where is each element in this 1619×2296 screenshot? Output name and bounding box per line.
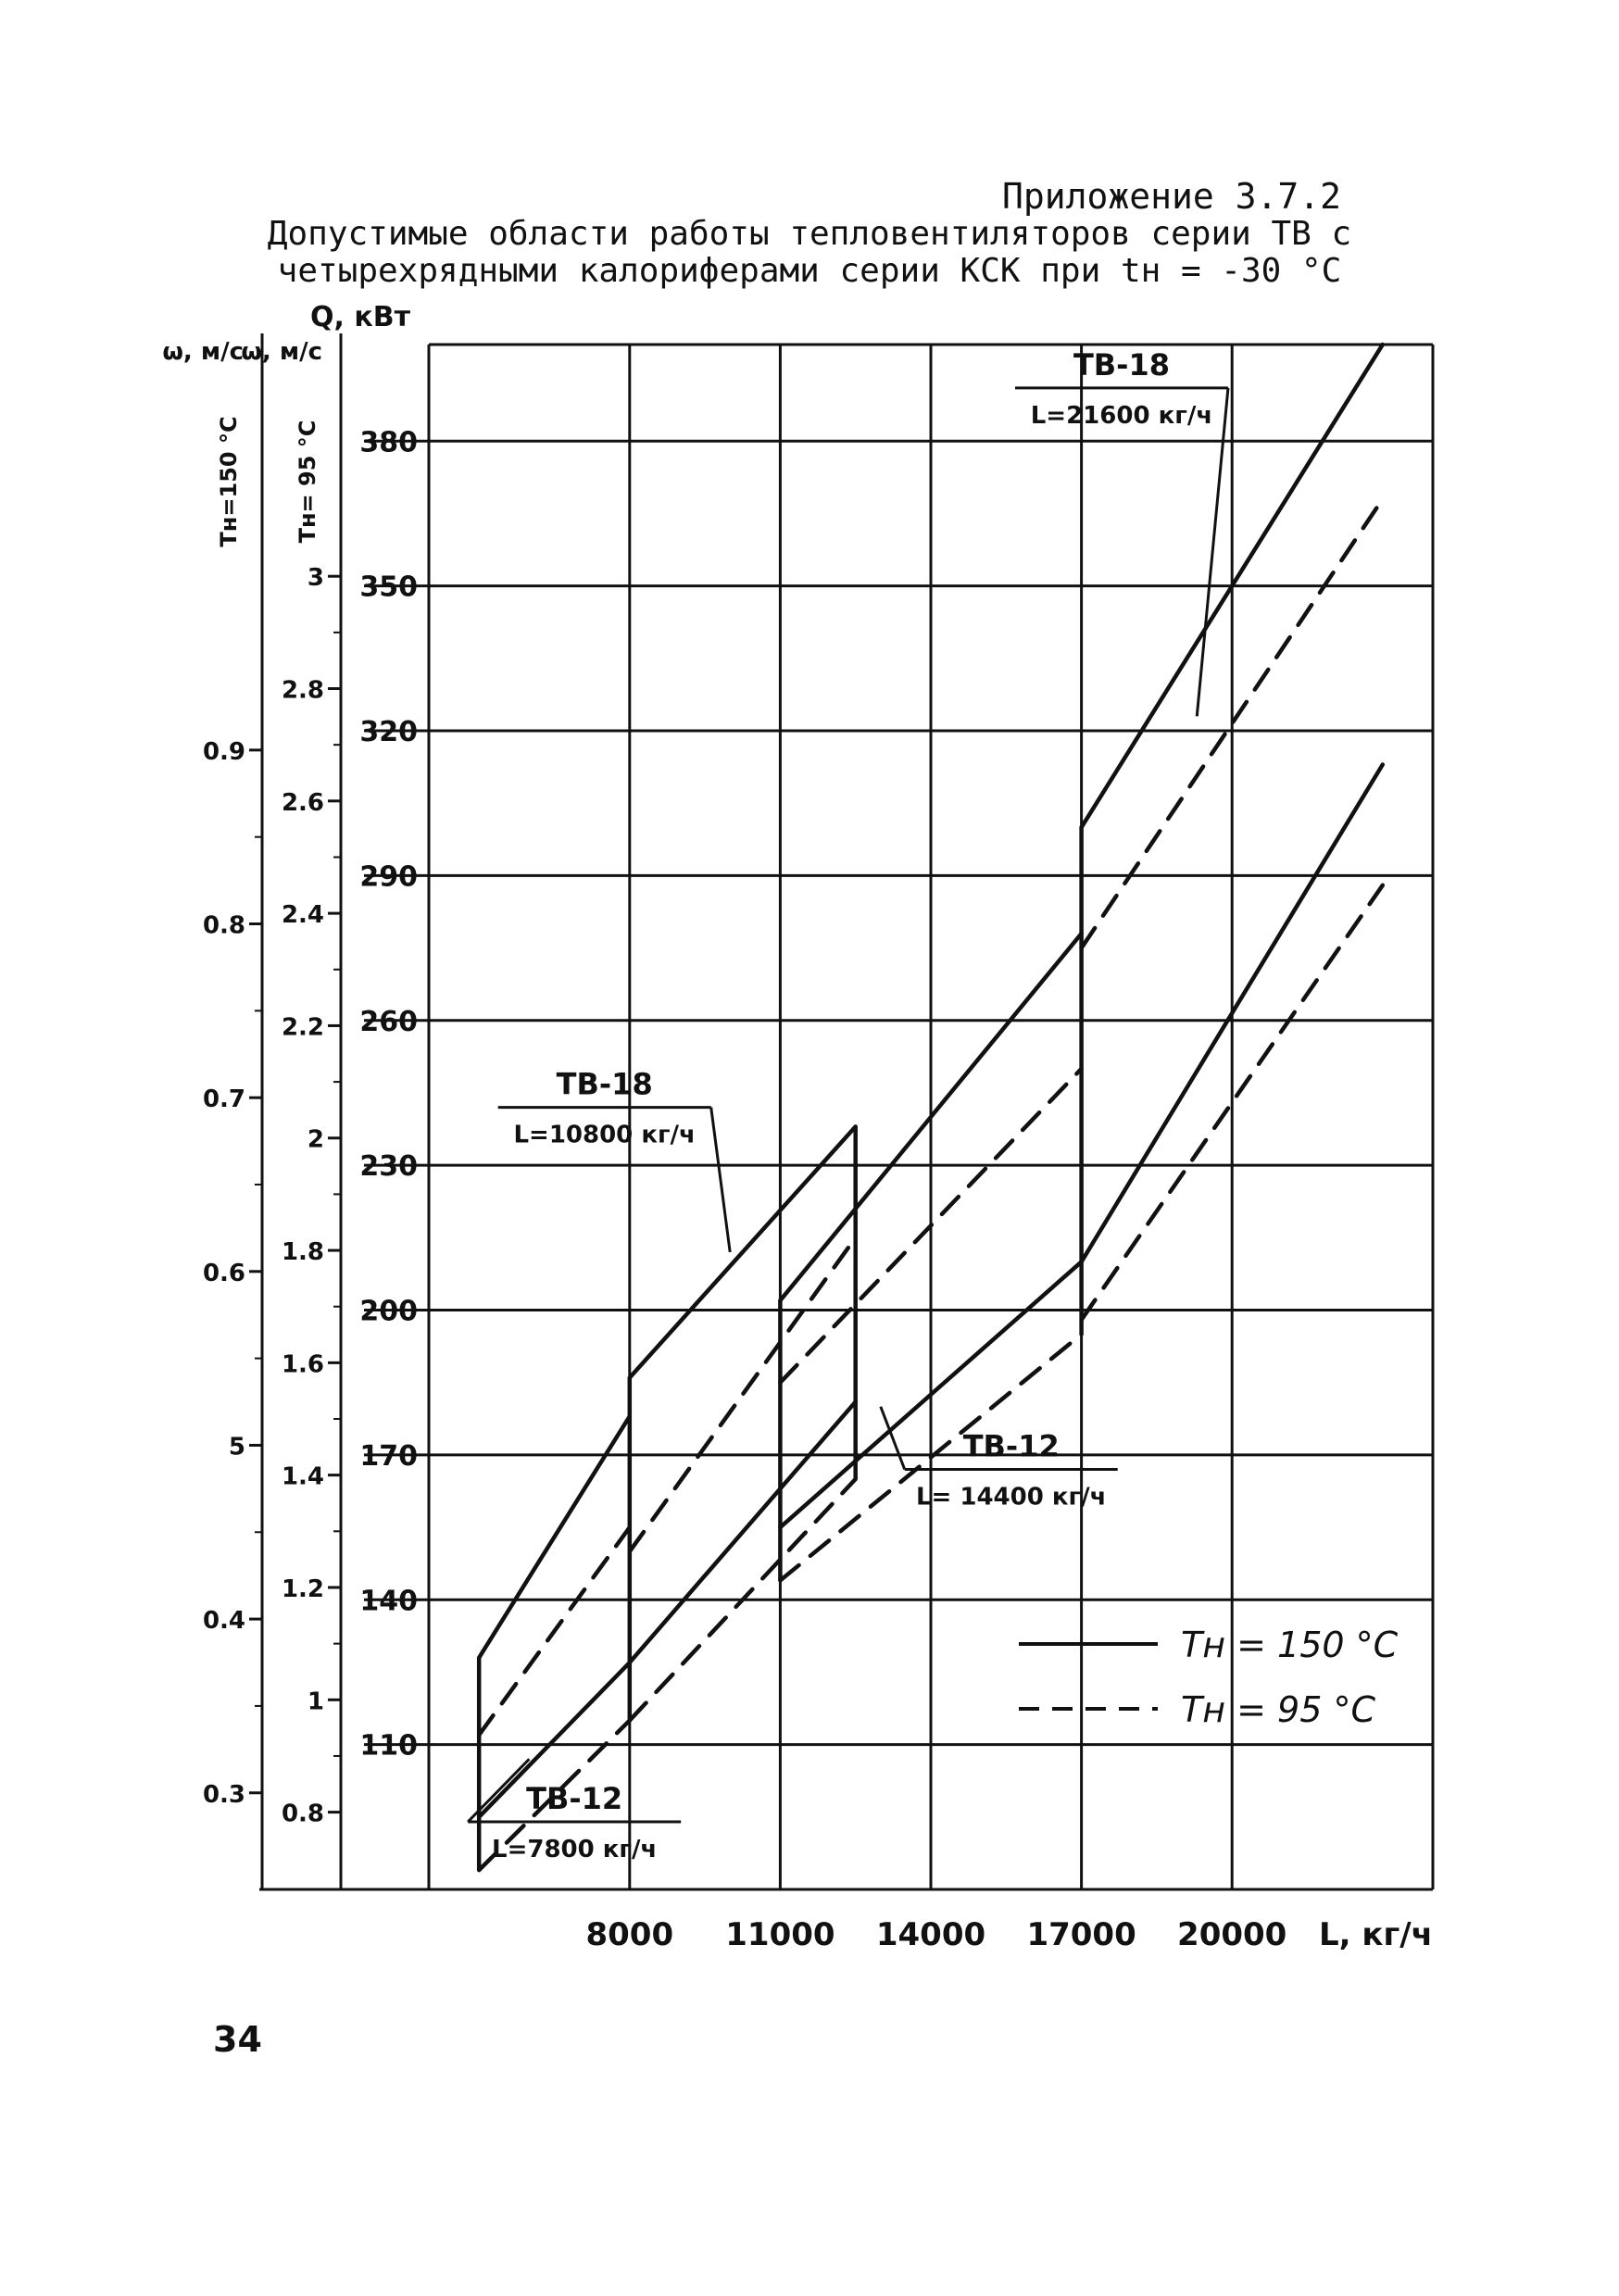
x-tick-label: 17000	[1026, 1916, 1136, 1953]
y-tick-label: 170	[359, 1439, 418, 1473]
y-tick-label: 140	[359, 1585, 418, 1618]
series-line-tn95	[630, 1237, 856, 1551]
velocity-95-tick-label: 1.4	[281, 1462, 324, 1491]
x-tick-label: 14000	[875, 1916, 986, 1953]
velocity-95-axis-condition: Tн= 95 °C	[295, 420, 320, 544]
velocity-95-tick-label: 2	[307, 1125, 324, 1154]
annotation-model: ТВ-12	[526, 1781, 623, 1817]
annotation-model: ТВ-18	[1073, 346, 1170, 383]
y-tick-label: 260	[359, 1005, 418, 1038]
velocity-95-tick-label: 2.6	[281, 788, 324, 817]
velocity-95-tick-label: 2.2	[281, 1013, 324, 1042]
y-tick-label: 290	[359, 860, 418, 894]
annotation-flow: L= 14400 кг/ч	[915, 1483, 1107, 1512]
page-number: 34	[213, 2019, 262, 2060]
chart-title-line-1: Допустимые области работы тепловентиляторов серии ТВ с	[267, 215, 1352, 253]
velocity-95-tick-label: 0.8	[281, 1800, 324, 1828]
y-tick-label: 350	[359, 571, 418, 604]
y-tick-label: 380	[359, 426, 418, 459]
velocity-150-axis-condition: Tн=150 °C	[216, 416, 242, 547]
y-tick-label: 320	[359, 716, 418, 748]
y-tick-label: 200	[359, 1295, 418, 1328]
x-tick-label: 20000	[1177, 1916, 1287, 1953]
velocity-95-tick-label: 1.2	[281, 1575, 324, 1603]
chart-title-line-2: четырехрядными калориферами серии КСК при tн = -30 °С	[277, 252, 1342, 290]
y-tick-label: 110	[359, 1729, 418, 1763]
annotation-flow: L=10800 кг/ч	[513, 1121, 696, 1149]
series-line-tn95	[479, 1527, 630, 1735]
series-line-tn150	[630, 1402, 856, 1662]
legend-label: Tн = 150 °C	[1181, 1625, 1399, 1665]
velocity-150-tick-label: 0.9	[202, 737, 245, 766]
annotation-leader	[1197, 388, 1228, 716]
velocity-95-axis-title: ω, м/с	[241, 338, 322, 366]
annotation-model: ТВ-12	[962, 1428, 1060, 1464]
legend	[1019, 1625, 1399, 1730]
velocity-150-tick-label: 5	[228, 1433, 245, 1462]
velocity-150-tick-label: 0.3	[202, 1780, 245, 1809]
series-line-tn150	[479, 1416, 630, 1658]
velocity-150-tick-label: 0.8	[202, 911, 245, 940]
velocity-95-tick-label: 2.8	[281, 676, 324, 705]
y-axis-title: Q, кВт	[310, 301, 410, 333]
annotations	[468, 347, 1228, 1863]
annotation-model: ТВ-18	[556, 1066, 653, 1102]
appendix-label: Приложение 3.7.2	[1001, 176, 1341, 217]
velocity-150-tick-label: 0.4	[202, 1607, 245, 1636]
velocity-95-tick-label: 3	[307, 564, 324, 593]
velocity-150-axis-title: ω, м/с	[162, 338, 244, 366]
annotation-flow: L=21600 кг/ч	[1030, 401, 1213, 430]
x-tick-label: 8000	[585, 1916, 674, 1953]
legend-label: Tн = 95 °C	[1181, 1689, 1376, 1730]
velocity-95-tick-label: 1	[307, 1687, 324, 1716]
velocity-95-tick-label: 1.8	[281, 1238, 324, 1267]
annotation-flow: L=7800 кг/ч	[492, 1836, 658, 1864]
velocity-150-tick-label: 0.7	[202, 1085, 245, 1114]
y-tick-label: 230	[359, 1150, 418, 1184]
velocity-95-tick-label: 1.6	[281, 1350, 324, 1379]
velocity-95-tick-label: 2.4	[281, 901, 324, 930]
velocity-150-tick-label: 0.6	[202, 1259, 245, 1287]
x-axis-title: L, кг/ч	[1318, 1916, 1433, 1953]
x-tick-label: 11000	[725, 1916, 835, 1953]
annotation-leader	[711, 1108, 731, 1252]
